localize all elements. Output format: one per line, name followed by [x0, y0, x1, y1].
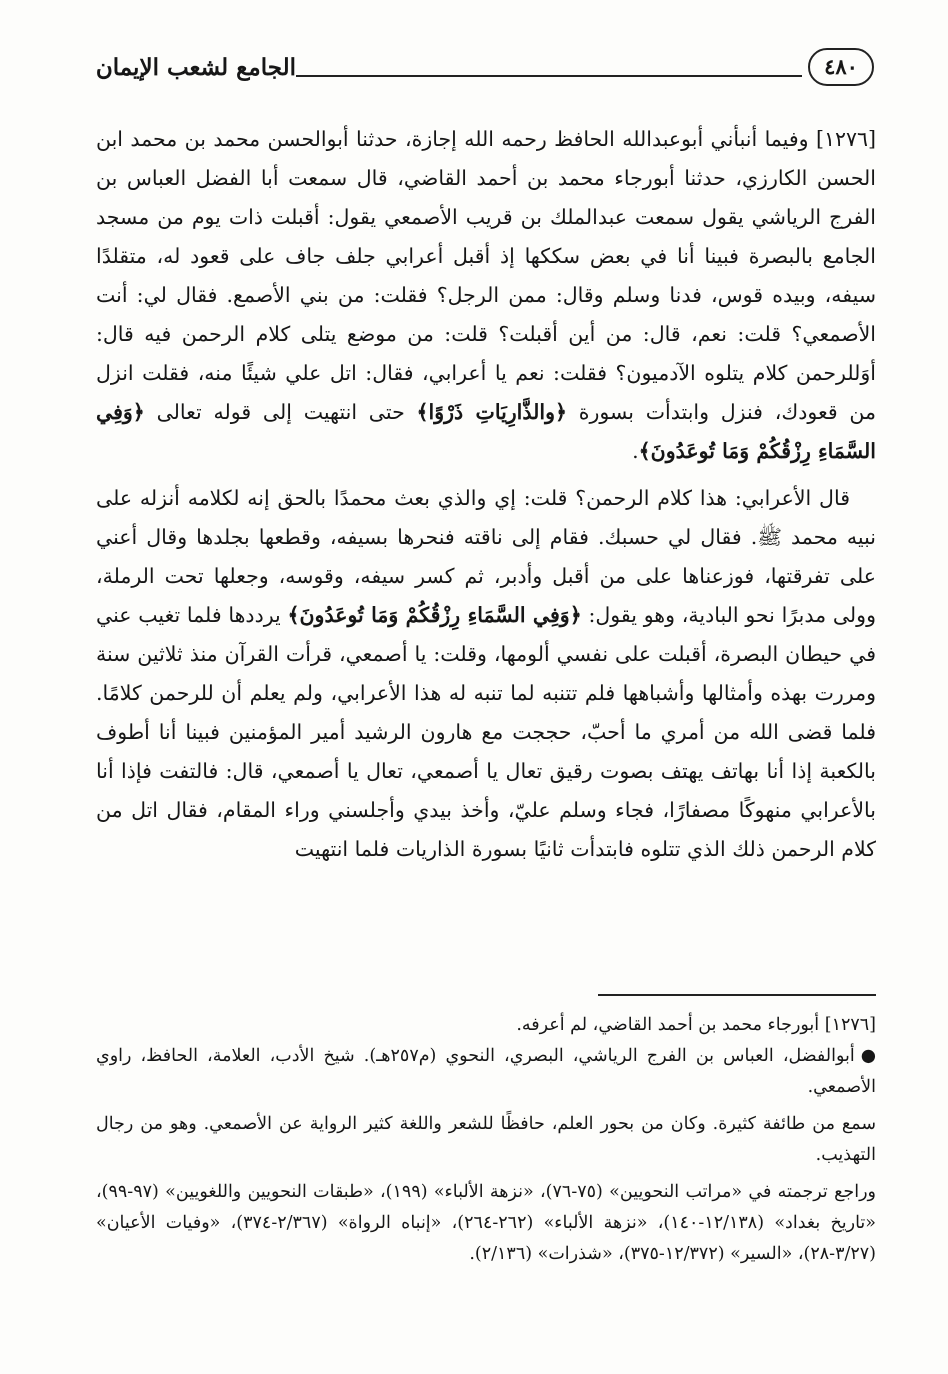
page-number: ٤٨٠	[808, 48, 874, 86]
page-header	[96, 42, 876, 102]
connector-text: حتى انتهيت إلى قوله تعالى	[144, 400, 417, 424]
main-text	[96, 120, 876, 869]
footnote-2	[96, 1041, 876, 1103]
footnotes	[96, 1010, 876, 1270]
footnote-3: سمع من طائفة كثيرة. وكان من بحور العلم، حافظًا للشعر واللغة كثير الرواية عن الأصمعي. وهو من رجال التهذيب.	[96, 1114, 876, 1165]
header-rule	[296, 75, 802, 77]
footnote-2-text: أبوالفضل، العباس بن الفرج الرياشي، البصري، النحوي (م٢٥٧هـ). شيخ الأدب، العلامة، الحافظ، راوي الأصمعي.	[96, 1046, 876, 1097]
footnote-4: وراجع ترجمته في «مراتب النحويين» (٧٥-٧٦)، «نزهة الألباء» (١٩٩)، «طبقات النحويين واللغويين» (٩٧-٩٩)، «تاريخ بغداد» (١٢/١٣٨-١٤٠)، «نزهة الألباء» (٢٦٢-٢٦٤)، «إنباه الرواة» (٢/٣٦٧-٣٧٤)، «وفيات الأعيان» (٣/٢٧-٢٨)، «السير» (١٢/٣٧٢-٣٧٥)، «شذرات» (٢/١٣٦).	[96, 1182, 877, 1264]
paragraph-2-text: قال الأعرابي: هذا كلام الرحمن؟ قلت: إي والذي بعث محمدًا بالحق إنه لكلامه أنزله على نبيه محمد ﷺ. فقال لي حسبك. فقام إلى ناقته فنحرها بسيفه، وقطعها بجلدها وقال أعني على تفرقتها، فوزعناها على من أقبل وأدبر، ثم كسر سيفه، وقوسه، وجعلها تحت الرملة، وولى مدبرًا نحو البادية، وهو يقول:	[96, 486, 876, 627]
end-mark: .	[632, 439, 639, 463]
quran-verse-2-repeat: ﴿وَفِي السَّمَاءِ رِزْقُكُمْ وَمَا تُوعَدُونَ﴾	[287, 603, 582, 627]
quran-verse-2: ﴿وَفِي السَّمَاءِ رِزْقُكُمْ وَمَا تُوعَدُونَ﴾	[96, 400, 876, 463]
footnote-1: [١٢٧٦] أبورجاء محمد بن أحمد القاضي، لم أعرفه.	[516, 1015, 876, 1035]
footnote-rule	[598, 994, 876, 996]
paragraph-2-continuation: يرددها فلما تغيب عني في حيطان البصرة، أقبلت على نفسي ألومها، وقلت: يا أصمعي، قرأت القرآن منذ ثلاثين سنة ومررت بهذه وأمثالها وأشباهها فلم تتنبه لما تنبه له هذا الأعرابي، ولم يعلم أن للرحمن كلامًا. فلما قضى الله من أمري ما أحبّ، حججت مع هارون الرشيد أمير المؤمنين فبينا أنا أطوف بالكعبة إذا أنا بهاتف يهتف بصوت رقيق تعال يا أصمعي، تعال يا أصمعي، قال: فالتفت فإذا أنا بالأعرابي منهوكًا مصفارًا، فجاء وسلم عليّ، وأخذ بيدي وأجلسني وراء المقام، فقال اتل من كلام الرحمن ذلك الذي تتلوه فابتدأت ثانيًا بسورة الذاريات فلما انتهيت	[96, 603, 876, 861]
paragraph-2	[96, 479, 876, 869]
quran-verse-1: ﴿والذَّارِيَاتِ ذَرْوًا﴾	[416, 400, 567, 424]
running-title: الجامع لشعب الإيمان	[95, 54, 296, 81]
paragraph-1-text: [١٢٧٦] وفيما أنبأني أبوعبدالله الحافظ رحمه الله إجازة، حدثنا أبوالحسن محمد بن محمد ابن الحسن الكارزي، حدثنا أبورجاء محمد بن أحمد القاضي، قال سمعت أبا الفضل العباس بن الفرج الرياشي يقول سمعت عبدالملك بن قريب الأصمعي يقول: أقبلت ذات يوم من مسجد الجامع بالبصرة فبينا أنا في بعض سككها إذ أقبل أعرابي جلف جاف على قعود له، متقلدًا سيفه، وبيده قوس، فدنا وسلم وقال: ممن الرجل؟ فقلت: من بني الأصمع. فقال لي: أنت الأصمعي؟ قلت: نعم، قال: من أين أقبلت؟ قلت: من موضع يتلى كلام الرحمن فيه قال: أوَللرحمن كلام يتلوه الآدميون؟ فقلت: نعم يا أعرابي، فقال: اتل علي شيئًا منه، فقلت انزل من قعودك، فنزل وابتدأت بسورة	[96, 127, 876, 424]
bullet-icon: ●	[860, 1046, 876, 1066]
paragraph-1	[96, 120, 876, 471]
